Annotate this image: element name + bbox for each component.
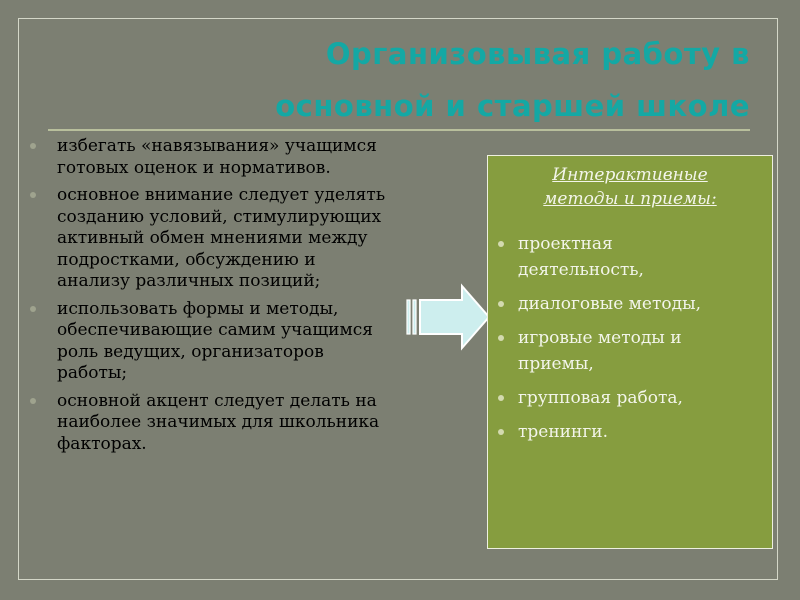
list-item [494, 419, 766, 445]
list-item-line: основной акцент следует делать на [57, 390, 377, 411]
list-item-line: наиболее значимых для школьника [57, 412, 380, 432]
list-item-line: факторах. [57, 433, 147, 454]
bullet-dot-icon [30, 398, 36, 404]
bullet-dot-icon [30, 143, 36, 149]
box-heading [488, 163, 772, 211]
list-item-line: подростками, обсуждению и [57, 249, 316, 270]
list-item-line: деятельность, [518, 260, 644, 280]
list-item-line: созданию условий, стимулирующих [57, 206, 382, 227]
list-item [30, 391, 450, 456]
interactive-methods-box [487, 155, 773, 549]
box-heading-line: методы и приемы: [543, 189, 717, 209]
list-item [494, 325, 766, 377]
box-heading-line: Интерактивные [552, 165, 708, 185]
list-item-line: избегать «навязывания» учащимся [57, 136, 377, 156]
list-item-line: готовых оценок и нормативов. [57, 157, 331, 178]
list-item-line: основное внимание следует уделять [57, 185, 386, 205]
list-item-line: проектная [518, 234, 613, 254]
list-item-line: приемы, [518, 354, 594, 374]
list-item [30, 299, 450, 385]
title-line: Организовывая работу в [325, 37, 750, 71]
list-item [494, 231, 766, 283]
slide-title [150, 28, 750, 132]
list-item-line: роль ведущих, организаторов [57, 341, 324, 362]
list-item-line: диалоговые методы, [518, 294, 701, 314]
list-item-line: игровые методы и [518, 328, 682, 348]
list-item [30, 185, 450, 293]
list-item-line: обеспечивающие самим учащимся [57, 320, 373, 340]
list-item-line: анализу различных позиций; [57, 271, 321, 291]
bullet-dot-icon [498, 429, 504, 435]
list-item-line: работы; [57, 363, 128, 383]
title-divider [48, 129, 750, 131]
bullet-dot-icon [498, 395, 504, 401]
bullet-dot-icon [498, 335, 504, 341]
methods-list [494, 231, 766, 453]
list-item-line: использовать формы и методы, [57, 298, 339, 319]
list-item [494, 385, 766, 411]
bullet-dot-icon [30, 306, 36, 312]
title-line: основной и старшей школе [275, 89, 750, 123]
right-arrow-icon [400, 283, 492, 359]
list-item-line: групповая работа, [518, 388, 683, 408]
list-item-line: тренинги. [518, 422, 608, 442]
list-item [494, 291, 766, 317]
bullet-dot-icon [498, 301, 504, 307]
recommendations-list [30, 136, 450, 461]
bullet-dot-icon [30, 192, 36, 198]
bullet-dot-icon [498, 241, 504, 247]
list-item-line: активный обмен мнениями между [57, 228, 368, 248]
list-item [30, 136, 450, 179]
